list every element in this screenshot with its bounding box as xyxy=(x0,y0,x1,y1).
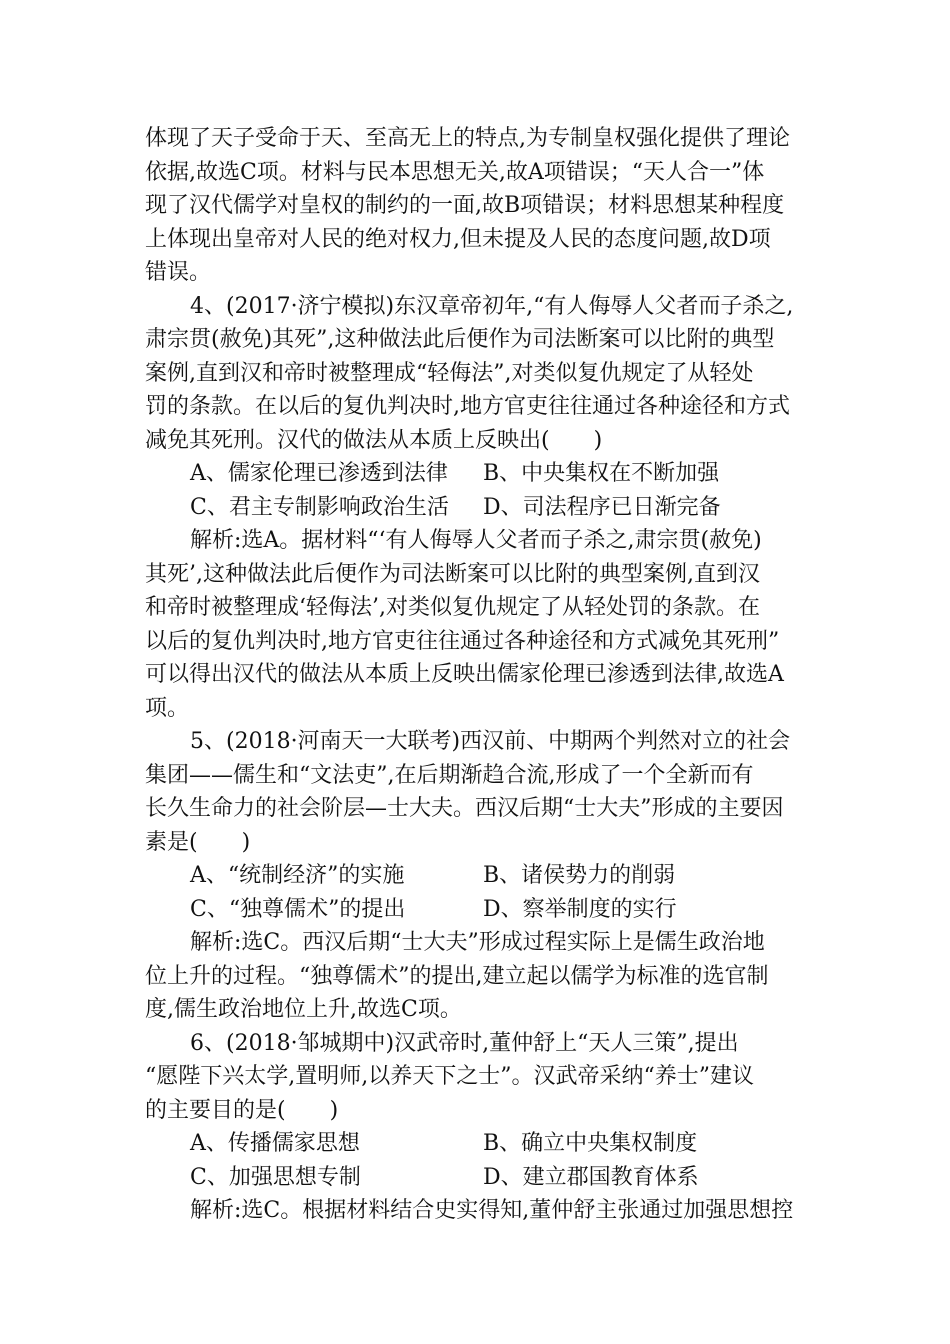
text-line: 上体现出皇帝对人民的绝对权力,但未提及人民的态度问题,故D项 xyxy=(145,227,771,252)
question-stem-line: 长久生命力的社会阶层—士大夫。西汉后期“士大夫”形成的主要因 xyxy=(145,796,784,821)
question-stem-line: 4、(2017·济宁模拟)东汉章帝初年,“有人侮辱人父者而子杀之, xyxy=(190,294,794,319)
option-a: A、“统制经济”的实施 xyxy=(190,863,405,888)
explanation-line: 解析:选C。西汉后期“士大夫”形成过程实际上是儒生政治地 xyxy=(190,930,765,955)
text-line: 体现了天子受命于天、至高无上的特点,为专制皇权强化提供了理论 xyxy=(145,126,790,151)
text-line: 现了汉代儒学对皇权的制约的一面,故B项错误；材料思想某种程度 xyxy=(145,193,785,218)
explanation-line: 解析:选C。根据材料结合史实得知,董仲舒主张通过加强思想控 xyxy=(190,1198,794,1223)
option-d: D、建立郡国教育体系 xyxy=(483,1165,699,1190)
question-stem-line: 5、(2018·河南天一大联考)西汉前、中期两个判然对立的社会 xyxy=(190,729,791,754)
question-stem-line: 集团——儒生和“文法吏”,在后期渐趋合流,形成了一个全新而有 xyxy=(145,763,754,788)
explanation-line: 度,儒生政治地位上升,故选C项。 xyxy=(145,997,462,1022)
option-c: C、加强思想专制 xyxy=(190,1165,361,1190)
explanation-line: 解析:选A。据材料“‘有人侮辱人父者而子杀之,肃宗贯(赦免) xyxy=(190,528,762,553)
question-stem-line: 案例,直到汉和帝时被整理成“轻侮法”,对类似复仇规定了从轻处 xyxy=(145,361,754,386)
explanation-line: 其死’,这种做法此后便作为司法断案可以比附的典型案例,直到汉 xyxy=(145,562,760,587)
question-stem-line: 6、(2018·邹城期中)汉武帝时,董仲舒上“天人三策”,提出 xyxy=(190,1031,739,1056)
explanation-line: 以后的复仇判决时,地方官吏往往通过各种途径和方式减免其死刑” xyxy=(145,629,780,654)
explanation-line: 和帝时被整理成‘轻侮法’,对类似复仇规定了从轻处罚的条款。在 xyxy=(145,595,760,620)
question-stem-line: 减免其死刑。汉代的做法从本质上反映出( ) xyxy=(145,428,603,453)
question-stem-line: “愿陛下兴太学,置明师,以养天下之士”。汉武帝采纳“养士”建议 xyxy=(145,1064,754,1089)
text-line: 错误。 xyxy=(145,260,212,285)
option-b: B、诸侯势力的削弱 xyxy=(483,863,676,888)
explanation-line: 项。 xyxy=(145,696,190,721)
option-d: D、司法程序已日渐完备 xyxy=(483,495,721,520)
option-c: C、君主专制影响政治生活 xyxy=(190,495,449,520)
option-b: B、中央集权在不断加强 xyxy=(483,461,720,486)
option-a: A、儒家伦理已渗透到法律 xyxy=(190,461,448,486)
option-a: A、传播儒家思想 xyxy=(190,1131,360,1156)
question-stem-line: 罚的条款。在以后的复仇判决时,地方官吏往往通过各种途径和方式 xyxy=(145,394,790,419)
text-line: 依据,故选C项。材料与民本思想无关,故A项错误；“天人合一”体 xyxy=(145,160,765,185)
option-b: B、确立中央集权制度 xyxy=(483,1131,698,1156)
question-stem-line: 的主要目的是( ) xyxy=(145,1098,339,1123)
option-c: C、“独尊儒术”的提出 xyxy=(190,897,406,922)
explanation-line: 可以得出汉代的做法从本质上反映出儒家伦理已渗透到法律,故选A xyxy=(145,662,784,687)
option-d: D、察举制度的实行 xyxy=(483,897,677,922)
question-stem-line: 素是( ) xyxy=(145,830,251,855)
question-stem-line: 肃宗贯(赦免)其死”,这种做法此后便作为司法断案可以比附的典型 xyxy=(145,327,775,352)
explanation-line: 位上升的过程。“独尊儒术”的提出,建立起以儒学为标准的选官制 xyxy=(145,964,769,989)
